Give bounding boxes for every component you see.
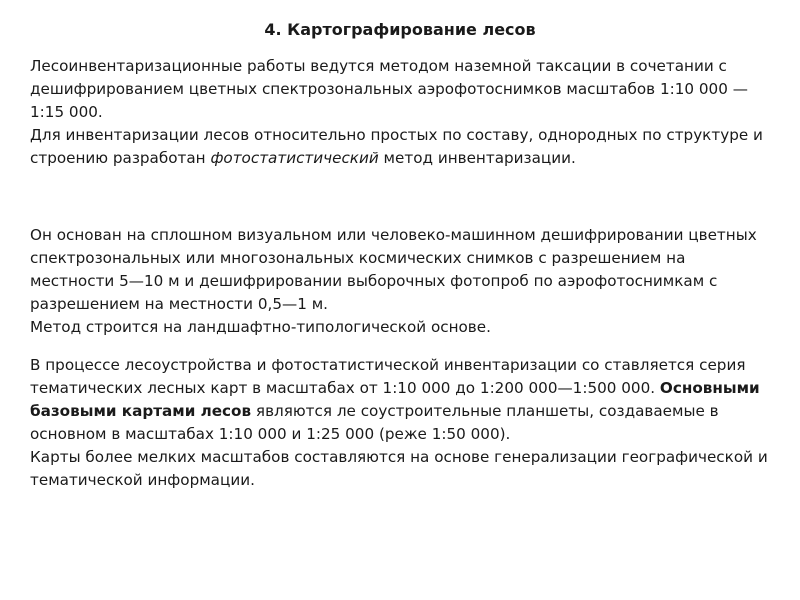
paragraph-method-description: Он основан на сплошном визуальном или человеко-машинном дешифрировании цветных спектрозональных или многозональных космических снимков с разрешением на местности 5—10 м и дешифрировании выборочных фотопроб по аэрофотоснимкам с разрешением на местности 0,5—1 м. (30, 226, 757, 313)
paragraph-landscape-basis: Метод строится на ландшафтно-типологической основе. (30, 318, 491, 336)
text-segment: являются ле соустроительные планшеты, создаваемые в основном в масштабах 1:10 000 и 1:25 000 (реже 1:50 000). (30, 402, 719, 443)
bold-term: Основными базовыми картами лесов (30, 379, 760, 420)
text-block-inventory-methods (30, 55, 770, 170)
text-segment: метод инвентаризации. (378, 149, 576, 167)
emphasized-term: фотостатистический (210, 149, 379, 167)
paragraph-generalization: Карты более мелких масштабов составляются на основе генерализации географической и тематической информации. (30, 448, 768, 489)
text-block-thematic-maps (30, 354, 770, 492)
text-block-method-basis (30, 224, 770, 339)
paragraph-map-series (30, 354, 770, 446)
paragraph-photostatistical-method (30, 124, 770, 170)
slide-title: 4. Картографирование лесов (264, 20, 536, 39)
text-segment: В процессе лесоустройства и фотостатистической инвентаризации со ставляется серия тематических лесных карт в масштабах от 1:10 000 до 1:200 000—1:500 000. (30, 356, 746, 397)
text-segment: Для инвентаризации лесов относительно простых по составу, однородных по структуре и строению разработан (30, 126, 763, 167)
paragraph-ground-taxation: Лесоинвентаризационные работы ведутся методом наземной таксации в сочетании с дешифрированием цветных спектрозональных аэрофотоснимков масштабов 1:10 000 — 1:15 000. (30, 57, 748, 121)
